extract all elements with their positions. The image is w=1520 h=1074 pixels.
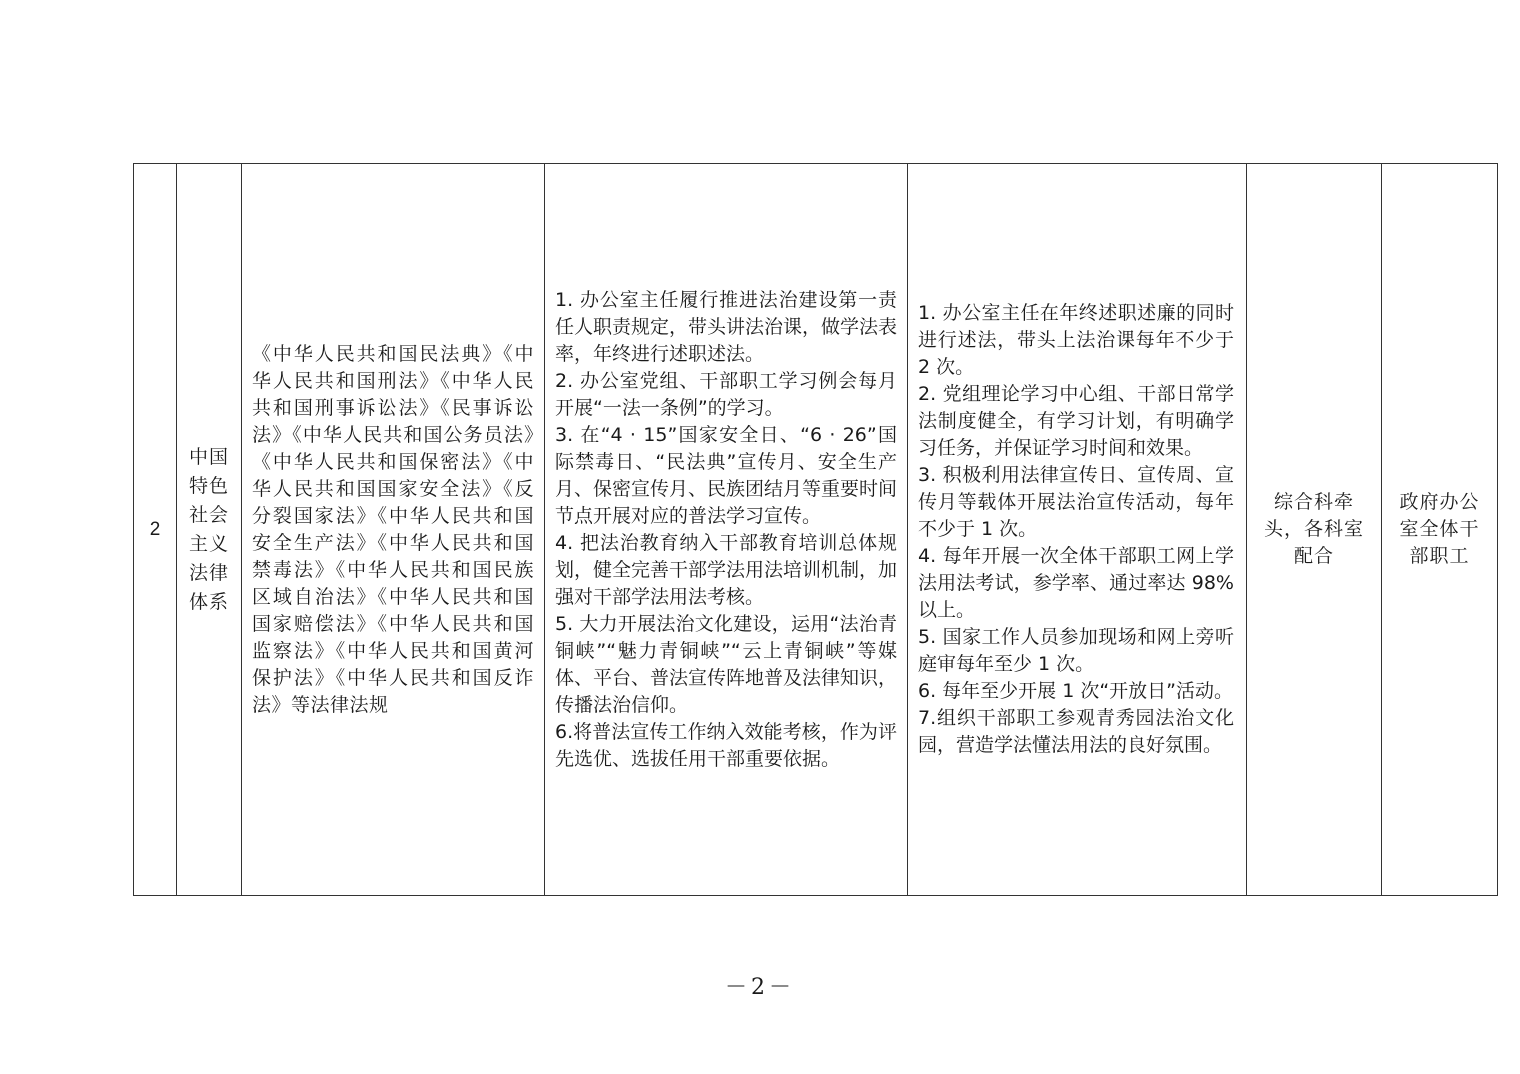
- category-cell: [177, 164, 242, 896]
- measure-item: 2. 办公室党组、干部职工学习例会每月开展“一法一条例”的学习。: [555, 369, 897, 419]
- standard-item: 6. 每年至少开展 1 次“开放日”活动。: [918, 680, 1234, 702]
- lead-unit-cell: [1247, 164, 1382, 896]
- standard-item: 1. 办公室主任在年终述职述廉的同时进行述法，带头上法治课每年不少于 2 次。: [918, 302, 1234, 378]
- standards-cell: [908, 164, 1247, 896]
- category-text: 中国特色社会主义法律体系: [188, 445, 229, 613]
- standard-item: 2. 党组理论学习中心组、干部日常学法制度健全，有学习计划，有明确学习任务，并保证学习时间和效果。: [918, 383, 1234, 459]
- measures-cell: [545, 164, 908, 896]
- page-number: －2－: [725, 975, 795, 1000]
- row-number: 2: [149, 519, 161, 540]
- table-row: [134, 164, 1498, 896]
- measure-item: 1. 办公室主任履行推进法治建设第一责任人职责规定，带头讲法治课，做学法表率，年终进行述职述法。: [555, 288, 898, 365]
- measure-item: 3. 在“4 · 15”国家安全日、“6 · 26”国际禁毒日、“民法典”宣传月、安全生产月、保密宣传月、民族团结月等重要时间节点开展对应的普法学习宣传。: [555, 423, 898, 527]
- standard-item: 4. 每年开展一次全体干部职工网上学法用法考试，参学率、通过率达 98%以上。: [918, 545, 1234, 621]
- laws-cell: [242, 164, 545, 896]
- measure-item: 6.将普法宣传工作纳入效能考核，作为评先选优、选拔任用干部重要依据。: [555, 720, 897, 770]
- measure-item: 4. 把法治教育纳入干部教育培训总体规划，健全完善干部学法用法培训机制，加强对干部学法用法考核。: [555, 531, 898, 608]
- standard-item: 5. 国家工作人员参加现场和网上旁听庭审每年至少 1 次。: [918, 626, 1234, 675]
- standard-item: 3. 积极利用法律宣传日、宣传周、宣传月等载体开展法治宣传活动，每年不少于 1 次。: [918, 464, 1234, 540]
- plan-table: [133, 163, 1498, 896]
- lead-unit-text: 综合科牵头，各科室配合: [1263, 491, 1364, 567]
- target-cell: [1382, 164, 1498, 896]
- target-text: 政府办公室全体干部职工: [1399, 491, 1480, 567]
- laws-text: 《中华人民共和国民法典》《中华人民共和国刑法》《中华人民共和国刑事诉讼法》《民事诉讼法》《中华人民共和国公务员法》《中华人民共和国保密法》《中华人民共和国国家安全法》《反分裂国家法》《中华人民共和国安全生产法》《中华人民共和国禁毒法》《中华人民共和国民族区域自治法》《中华人民共和国国家赔偿法》《中华人民共和国监察法》《中华人民共和国黄河保护法》《中华人民共和国反诈法》等法律法规: [252, 342, 534, 716]
- measure-item: 5. 大力开展法治文化建设，运用“法治青铜峡”“魅力青铜峡”“云上青铜峡”等媒体、平台、普法宣传阵地普及法律知识，传播法治信仰。: [555, 612, 898, 716]
- standard-item: 7.组织干部职工参观青秀园法治文化园，营造学法懂法用法的良好氛围。: [918, 707, 1234, 756]
- row-number-cell: [134, 164, 177, 896]
